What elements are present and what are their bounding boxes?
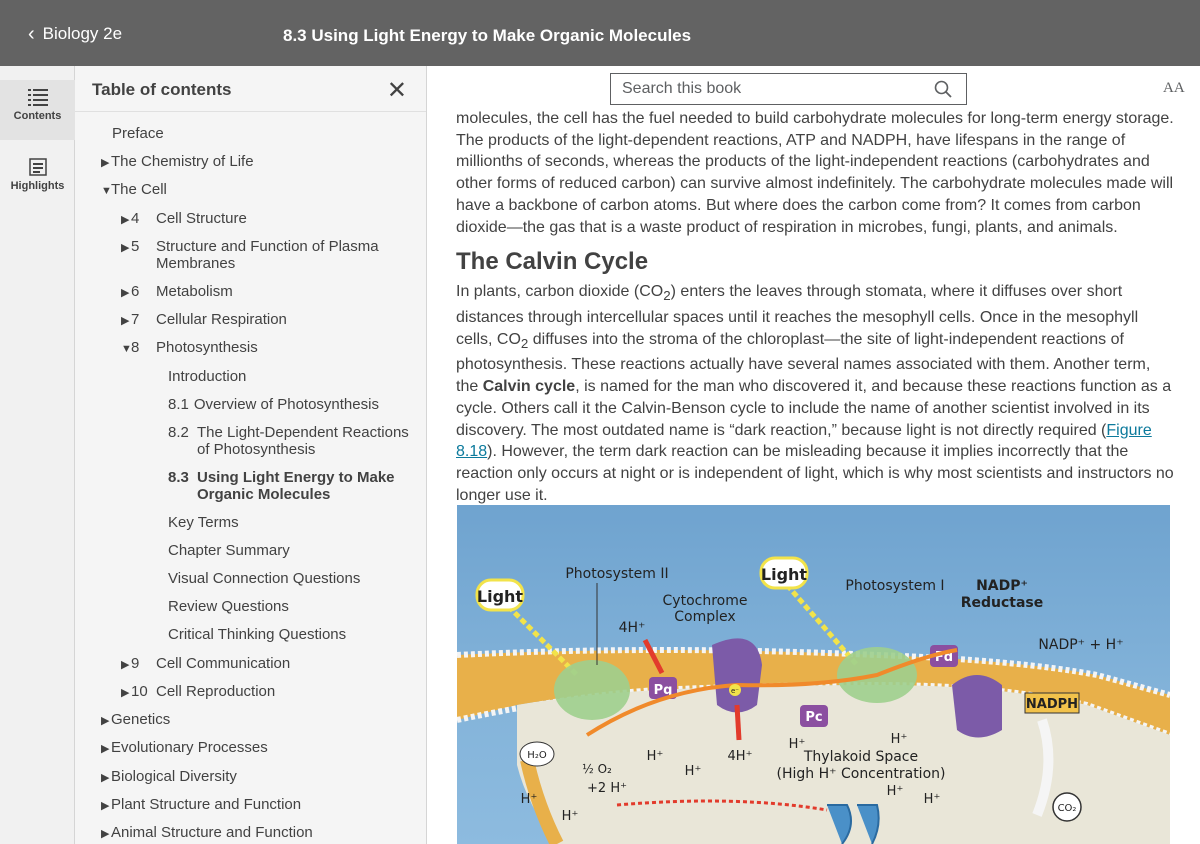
- text-span: ). However, the term dark reaction can be misleading because it implies incorrectly that the reaction only occurs at night or is independent of light, which is why most scientists and instructors no longer use it.: [456, 443, 1174, 504]
- figure-illustration: [457, 505, 1170, 844]
- caret-right-icon: ▶: [121, 659, 130, 671]
- toc-label: Review Questions: [168, 598, 289, 615]
- subscript: 2: [663, 288, 671, 304]
- hplus-label-5: H⁺: [886, 784, 904, 799]
- toc-item-introduction[interactable]: [168, 368, 246, 385]
- caret-right-icon: ▶: [101, 715, 110, 727]
- hplus-label-1: H⁺: [646, 749, 664, 764]
- toc-num: 8.3: [168, 469, 189, 486]
- toc-num: 10: [131, 683, 148, 700]
- list-icon: [28, 88, 48, 106]
- toc-item-genetics[interactable]: [101, 711, 170, 730]
- text-span: diffuses into the stroma of the chloroplast—the site of light-independent reactions of photosynthesis. These reactions actually have several names associated with them. Another term, the: [456, 330, 1151, 396]
- hplus-label-4: H⁺: [890, 732, 908, 747]
- toc-item-preface[interactable]: [112, 125, 164, 142]
- toc-label: The Cell: [111, 181, 167, 198]
- toc-label: Chapter Summary: [168, 542, 290, 559]
- h2-label: +2 H⁺: [587, 781, 627, 796]
- thylakoid-label-1: Thylakoid Space: [803, 749, 919, 765]
- hplus-label-8: H⁺: [561, 809, 579, 824]
- chevron-left-icon: ‹: [28, 23, 35, 45]
- caret-right-icon: ▶: [101, 157, 110, 169]
- photosystem-i-label: Photosystem I: [845, 578, 945, 594]
- toc-num: 8.1: [168, 396, 189, 413]
- toc-num: 7: [131, 311, 140, 328]
- toc-label: Cell Communication: [156, 655, 291, 672]
- toc-label: Critical Thinking Questions: [168, 626, 347, 643]
- text-span: , is named for the man who discovered it, and because these reactions function as a cycle. Others call it the Calvin-Benson cycle to include the name of another scientist involved in its discovery. The most outdated name is “dark reaction,” because light is not directly required (: [456, 378, 1172, 439]
- toc-item-8-3-current[interactable]: [168, 469, 418, 503]
- toc-label: Plant Structure and Function: [111, 796, 302, 813]
- cytochrome-label: Cytochrome: [662, 593, 748, 609]
- nadp-reductase-label-2: Reductase: [960, 595, 1044, 611]
- highlights-label: Highlights: [10, 180, 65, 192]
- cytochrome-label-2: Complex: [674, 609, 736, 625]
- text-span: In plants, carbon dioxide (CO: [456, 283, 664, 300]
- nadp-reductase-shape: [952, 675, 1002, 738]
- toc-num: 8.2: [168, 424, 189, 441]
- toc-title: Table of contents: [92, 80, 232, 99]
- caret-right-icon: ▶: [101, 772, 110, 784]
- toc-item-biological-diversity[interactable]: [101, 768, 237, 787]
- toc-item-ch5[interactable]: [121, 238, 411, 272]
- toc-label: Photosynthesis: [156, 339, 258, 356]
- toc-label: Evolutionary Processes: [111, 739, 268, 756]
- book-title: Biology 2e: [42, 24, 123, 43]
- toc-num: 5: [131, 238, 140, 255]
- caret-right-icon: ▶: [121, 214, 130, 226]
- toc-item-ch7[interactable]: [121, 311, 287, 330]
- o2-label: ½ O₂: [582, 762, 612, 776]
- toc-item-visual-connection-questions[interactable]: [168, 570, 360, 587]
- pq-label: Pq: [653, 683, 673, 698]
- caret-right-icon: ▶: [101, 800, 110, 812]
- toc-num: 6: [131, 283, 140, 300]
- toc-item-the-cell[interactable]: [101, 181, 167, 200]
- search-box: [610, 73, 967, 105]
- caret-right-icon: ▶: [121, 315, 130, 327]
- paragraph-calvin-cycle: [456, 281, 1176, 506]
- section-heading: The Calvin Cycle: [456, 248, 649, 275]
- toc-label: Using Light Energy to Make Organic Molecules: [197, 469, 395, 503]
- hplus-label-3: H⁺: [788, 737, 806, 752]
- nadp-plus-label: NADP⁺ + H⁺: [1038, 637, 1124, 653]
- figure-link[interactable]: Figure 8.18: [456, 421, 1152, 461]
- toc-item-chapter-summary[interactable]: [168, 542, 290, 559]
- toc-label: Cellular Respiration: [156, 311, 287, 328]
- highlights-button[interactable]: [0, 158, 75, 198]
- toc-label: Cell Structure: [156, 210, 247, 227]
- caret-right-icon: ▶: [101, 828, 110, 840]
- nadp-reductase-label: NADP⁺: [976, 578, 1028, 594]
- electron-label: e⁻: [730, 687, 740, 695]
- toc-item-ch9[interactable]: [121, 655, 290, 674]
- pc-label: Pc: [805, 710, 823, 725]
- h2o-label: H₂O: [527, 750, 547, 761]
- highlights-icon: [29, 158, 47, 176]
- photosystem-ii-shape: [554, 660, 630, 720]
- toc-item-8-1[interactable]: [168, 396, 379, 413]
- toc-label: Introduction: [168, 368, 247, 385]
- fd-label: Fd: [934, 650, 954, 665]
- toc-label: Metabolism: [156, 283, 233, 300]
- contents-label: Contents: [13, 110, 62, 122]
- toc-header: [75, 66, 427, 112]
- toc-label: Structure and Function of Plasma Membranes: [156, 238, 379, 272]
- contents-button[interactable]: [0, 80, 75, 140]
- toc-num: 9: [131, 655, 140, 672]
- toc-item-8-2[interactable]: [168, 424, 418, 458]
- paragraph-intro: molecules, the cell has the fuel needed to build carbohydrate molecules for long-term energy storage. The products of the light-dependent reactions, ATP and NADPH, have lifespans in the range of millionths of seconds, whereas the products of the light-independent reactions (carbohydrates and other forms of reduced carbon) can survive almost indefinitely. The carbohydrate molecules made will have a backbone of carbon atoms. But where does the carbon come from? It comes from carbon dioxide—the gas that is a waste product of respiration in microbes, fungi, plants, and animals.: [456, 110, 1174, 236]
- subscript: 2: [520, 335, 529, 351]
- key-term: Calvin cycle: [482, 378, 576, 396]
- cytochrome-complex-shape: [712, 638, 762, 712]
- photosynthesis-figure: [457, 505, 1170, 844]
- toc-item-animal-structure[interactable]: [101, 824, 313, 843]
- toc-item-chemistry-of-life[interactable]: [101, 153, 254, 172]
- thylakoid-label-2: (High H⁺ Concentration): [776, 766, 946, 782]
- toc-label: Cell Reproduction: [156, 683, 276, 700]
- caret-right-icon: ▶: [121, 687, 130, 699]
- toc-label: Genetics: [111, 711, 171, 728]
- table-of-contents-panel: [75, 66, 427, 844]
- red-arrow-2: [737, 705, 739, 740]
- toc-label: The Chemistry of Life: [111, 153, 254, 170]
- toc-num: 8: [131, 339, 140, 356]
- toc-item-ch6[interactable]: [121, 283, 233, 302]
- light-label-1: Light: [476, 587, 524, 606]
- hplus-label-2: H⁺: [684, 764, 702, 779]
- toc-label: Overview of Photosynthesis: [193, 396, 379, 413]
- toc-item-critical-thinking-questions[interactable]: [168, 626, 346, 643]
- caret-down-icon: ▼: [121, 343, 132, 355]
- toc-label: Visual Connection Questions: [168, 570, 361, 587]
- toc-label: The Light-Dependent Reactions of Photosynthesis: [197, 424, 409, 458]
- toc-item-evolutionary-processes[interactable]: [101, 739, 268, 758]
- text-size-button[interactable]: AA: [1163, 80, 1185, 96]
- close-icon[interactable]: ✕: [386, 77, 407, 104]
- top-bar: [0, 0, 1200, 66]
- toc-num: 4: [131, 210, 140, 227]
- text-span: ) enters the leaves through stomata, where it diffuses over short distances through intercellular spaces until it reaches the mesophyll cells. Once in the mesophyll cells, CO: [456, 283, 1139, 348]
- toc-item-review-questions[interactable]: [168, 598, 289, 615]
- toc-label: Biological Diversity: [111, 768, 237, 785]
- toc-item-plant-structure[interactable]: [101, 796, 301, 815]
- nadph-label: NADPH: [1025, 697, 1079, 712]
- light-label-2: Light: [760, 565, 808, 584]
- toc-item-ch10[interactable]: [121, 683, 275, 702]
- toc-label: Preface: [112, 125, 164, 142]
- toc-label: Animal Structure and Function: [111, 824, 313, 841]
- search-input[interactable]: [611, 74, 911, 104]
- search-icon[interactable]: [934, 80, 952, 98]
- toc-item-ch8[interactable]: [121, 339, 258, 358]
- left-rail: [0, 66, 75, 844]
- photosystem-ii-label: Photosystem II: [565, 566, 669, 582]
- caret-down-icon: ▼: [101, 185, 112, 197]
- toc-item-ch4[interactable]: [121, 210, 247, 229]
- caret-right-icon: ▶: [101, 743, 110, 755]
- hplus-label-7: H⁺: [520, 792, 538, 807]
- caret-right-icon: ▶: [121, 242, 130, 254]
- h4-top-label: 4H⁺: [618, 620, 646, 636]
- co2-label: CO₂: [1057, 803, 1077, 814]
- h4-mid-label: 4H⁺: [727, 749, 753, 764]
- back-to-book-link[interactable]: [28, 24, 122, 44]
- hplus-label-6: H⁺: [923, 792, 941, 807]
- toc-label: Key Terms: [168, 514, 239, 531]
- section-title: 8.3 Using Light Energy to Make Organic Molecules: [283, 26, 692, 45]
- toc-item-key-terms[interactable]: [168, 514, 239, 531]
- caret-right-icon: ▶: [121, 287, 130, 299]
